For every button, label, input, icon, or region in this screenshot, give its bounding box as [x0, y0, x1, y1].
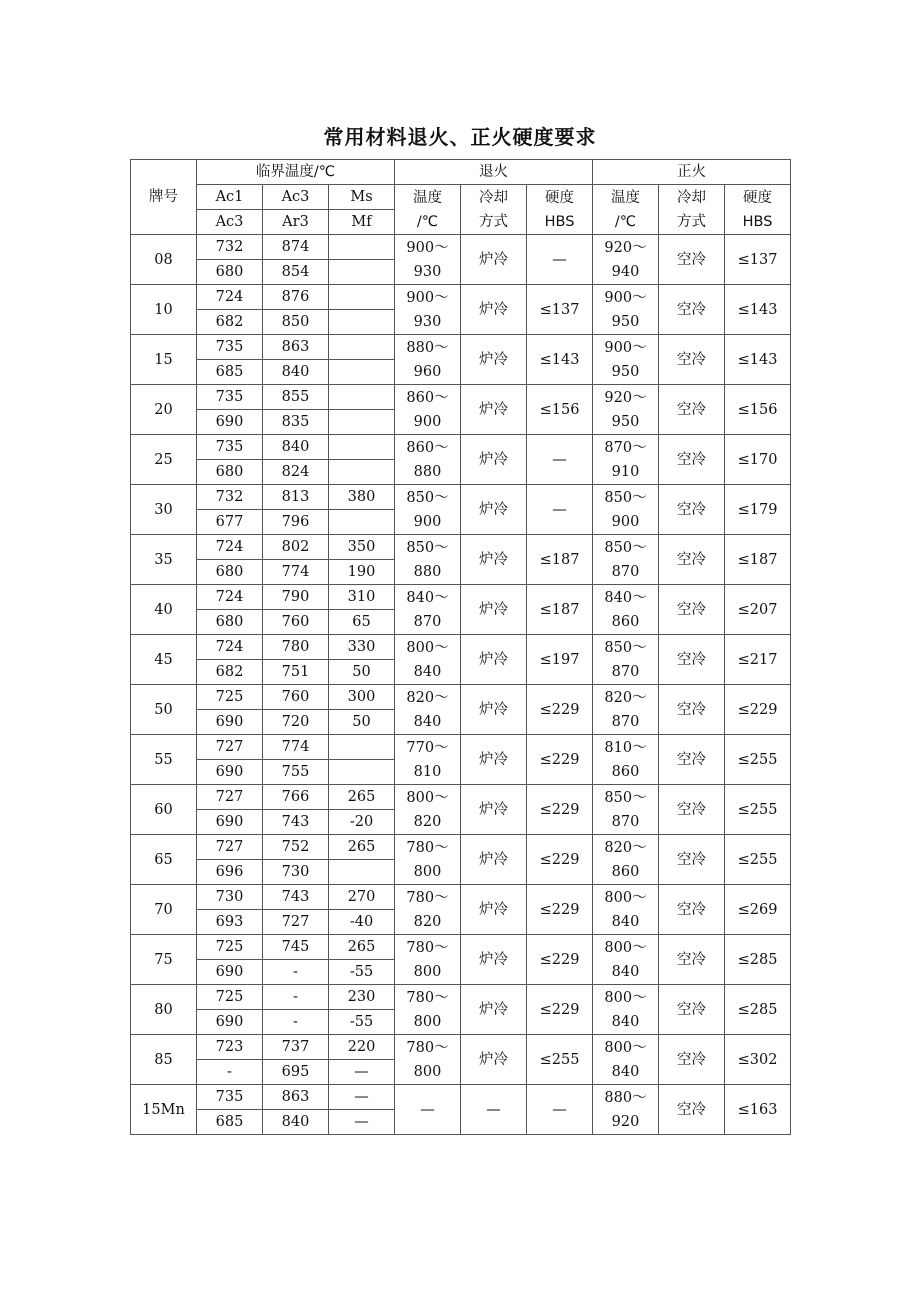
ac1-cell: 727 [197, 735, 263, 760]
mf-cell: -55 [329, 960, 395, 985]
ac3-cell: 737 [263, 1035, 329, 1060]
grade-cell: 55 [131, 735, 197, 785]
normal-temp-cell: 840～ 860 [593, 585, 659, 635]
mf-cell [329, 510, 395, 535]
anneal-temp-cell: 780～ 800 [395, 1035, 461, 1085]
ms-cell: 310 [329, 585, 395, 610]
mf-cell: — [329, 1110, 395, 1135]
hardness-table [130, 159, 791, 1135]
anneal-hardness-cell: ≤229 [527, 835, 593, 885]
ac1-cell: 725 [197, 935, 263, 960]
ar3-cell: 796 [263, 510, 329, 535]
table-row [131, 835, 791, 860]
ar3-cell: 824 [263, 460, 329, 485]
normal-cooling-cell: 空冷 [659, 835, 725, 885]
ac1-cell: 732 [197, 485, 263, 510]
anneal-cooling-cell: 炉冷 [461, 635, 527, 685]
header-normal-hardness: 硬度 HBS [725, 185, 791, 235]
normal-hardness-cell: ≤179 [725, 485, 791, 535]
mf-cell [329, 360, 395, 385]
normal-temp-cell: 900～ 950 [593, 335, 659, 385]
normal-temp-cell: 920～ 950 [593, 385, 659, 435]
ms-cell [329, 435, 395, 460]
mf-cell [329, 460, 395, 485]
grade-cell: 15 [131, 335, 197, 385]
normal-cooling-cell: 空冷 [659, 985, 725, 1035]
grade-cell: 35 [131, 535, 197, 585]
header-annealing: 退火 [395, 160, 593, 185]
normal-hardness-cell: ≤143 [725, 285, 791, 335]
normal-hardness-cell: ≤156 [725, 385, 791, 435]
normal-cooling-cell: 空冷 [659, 435, 725, 485]
ac3-lower-cell: 690 [197, 710, 263, 735]
anneal-hardness-cell: ≤255 [527, 1035, 593, 1085]
mf-cell: -20 [329, 810, 395, 835]
ac3-cell: 874 [263, 235, 329, 260]
ac3-lower-cell: 680 [197, 460, 263, 485]
ac1-cell: 735 [197, 385, 263, 410]
ac1-cell: 730 [197, 885, 263, 910]
anneal-cooling-cell: 炉冷 [461, 485, 527, 535]
anneal-hardness-cell: ≤187 [527, 585, 593, 635]
ac1-cell: 724 [197, 285, 263, 310]
ac1-cell: 735 [197, 435, 263, 460]
normal-hardness-cell: ≤285 [725, 935, 791, 985]
ac3-cell: 790 [263, 585, 329, 610]
ms-cell: — [329, 1085, 395, 1110]
mf-cell [329, 310, 395, 335]
ac3-lower-cell: 680 [197, 260, 263, 285]
normal-cooling-cell: 空冷 [659, 1085, 725, 1135]
normal-cooling-cell: 空冷 [659, 285, 725, 335]
page-title: 常用材料退火、正火硬度要求 [323, 125, 597, 149]
anneal-temp-cell: 880～ 960 [395, 335, 461, 385]
ar3-cell: 854 [263, 260, 329, 285]
normal-hardness-cell: ≤207 [725, 585, 791, 635]
normal-cooling-cell: 空冷 [659, 585, 725, 635]
ac1-cell: 724 [197, 535, 263, 560]
ac1-cell: 724 [197, 585, 263, 610]
anneal-temp-cell: 850～ 880 [395, 535, 461, 585]
ac3-cell: - [263, 985, 329, 1010]
ac3-cell: 863 [263, 1085, 329, 1110]
table-row [131, 585, 791, 610]
grade-cell: 10 [131, 285, 197, 335]
header-ar3: Ar3 [263, 210, 329, 235]
ms-cell [329, 285, 395, 310]
grade-cell: 30 [131, 485, 197, 535]
anneal-hardness-cell: — [527, 1085, 593, 1135]
header-critical-temp: 临界温度/℃ [197, 160, 395, 185]
anneal-temp-cell: 800～ 840 [395, 635, 461, 685]
ac3-lower-cell: - [197, 1060, 263, 1085]
ac3-cell: 752 [263, 835, 329, 860]
header-ac3: Ac3 [263, 185, 329, 210]
anneal-temp-cell: 800～ 820 [395, 785, 461, 835]
anneal-hardness-cell: ≤137 [527, 285, 593, 335]
ar3-cell: 850 [263, 310, 329, 335]
grade-cell: 85 [131, 1035, 197, 1085]
normal-temp-cell: 850～ 870 [593, 535, 659, 585]
ac1-cell: 732 [197, 235, 263, 260]
ac3-cell: 863 [263, 335, 329, 360]
grade-cell: 25 [131, 435, 197, 485]
anneal-temp-cell: 780～ 820 [395, 885, 461, 935]
table-row [131, 685, 791, 710]
ac3-cell: 876 [263, 285, 329, 310]
header-anneal-cooling: 冷却 方式 [461, 185, 527, 235]
normal-temp-cell: 800～ 840 [593, 985, 659, 1035]
header-anneal-hardness: 硬度 HBS [527, 185, 593, 235]
anneal-temp-cell: 780～ 800 [395, 935, 461, 985]
ac1-cell: 725 [197, 985, 263, 1010]
ac3-cell: 774 [263, 735, 329, 760]
anneal-temp-cell: 900～ 930 [395, 235, 461, 285]
table-row [131, 285, 791, 310]
anneal-cooling-cell: — [461, 1085, 527, 1135]
normal-cooling-cell: 空冷 [659, 885, 725, 935]
normal-temp-cell: 850～ 870 [593, 635, 659, 685]
anneal-temp-cell: 900～ 930 [395, 285, 461, 335]
table-row [131, 335, 791, 360]
header-ms: Ms [329, 185, 395, 210]
ms-cell [329, 235, 395, 260]
ar3-cell: 760 [263, 610, 329, 635]
table-row [131, 985, 791, 1010]
ar3-cell: 774 [263, 560, 329, 585]
grade-cell: 80 [131, 985, 197, 1035]
mf-cell [329, 260, 395, 285]
ac1-cell: 723 [197, 1035, 263, 1060]
ms-cell: 220 [329, 1035, 395, 1060]
normal-cooling-cell: 空冷 [659, 735, 725, 785]
anneal-hardness-cell: — [527, 485, 593, 535]
ms-cell: 380 [329, 485, 395, 510]
ac3-lower-cell: 690 [197, 810, 263, 835]
anneal-cooling-cell: 炉冷 [461, 585, 527, 635]
table-row [131, 1035, 791, 1060]
ac3-cell: 840 [263, 435, 329, 460]
normal-hardness-cell: ≤137 [725, 235, 791, 285]
ac3-lower-cell: 680 [197, 560, 263, 585]
header-grade: 牌号 [131, 160, 197, 235]
normal-temp-cell: 800～ 840 [593, 935, 659, 985]
ar3-cell: 835 [263, 410, 329, 435]
normal-temp-cell: 800～ 840 [593, 885, 659, 935]
table-row [131, 1085, 791, 1110]
grade-cell: 45 [131, 635, 197, 685]
ac3-lower-cell: 690 [197, 960, 263, 985]
grade-cell: 50 [131, 685, 197, 735]
grade-cell: 20 [131, 385, 197, 435]
ms-cell: 330 [329, 635, 395, 660]
ac1-cell: 735 [197, 335, 263, 360]
ar3-cell: 743 [263, 810, 329, 835]
ar3-cell: 730 [263, 860, 329, 885]
normal-cooling-cell: 空冷 [659, 785, 725, 835]
ac3-lower-cell: 685 [197, 360, 263, 385]
ar3-cell: - [263, 960, 329, 985]
ac3-lower-cell: 693 [197, 910, 263, 935]
ac3-cell: 766 [263, 785, 329, 810]
normal-hardness-cell: ≤302 [725, 1035, 791, 1085]
ac3-lower-cell: 685 [197, 1110, 263, 1135]
ac1-cell: 735 [197, 1085, 263, 1110]
normal-cooling-cell: 空冷 [659, 235, 725, 285]
mf-cell: -40 [329, 910, 395, 935]
anneal-cooling-cell: 炉冷 [461, 235, 527, 285]
anneal-hardness-cell: ≤229 [527, 735, 593, 785]
ar3-cell: 840 [263, 360, 329, 385]
grade-cell: 40 [131, 585, 197, 635]
normal-hardness-cell: ≤143 [725, 335, 791, 385]
anneal-temp-cell: — [395, 1085, 461, 1135]
table-row [131, 435, 791, 460]
ac3-cell: 760 [263, 685, 329, 710]
normal-hardness-cell: ≤255 [725, 785, 791, 835]
anneal-temp-cell: 820～ 840 [395, 685, 461, 735]
header-normal-temp: 温度 /℃ [593, 185, 659, 235]
normal-temp-cell: 810～ 860 [593, 735, 659, 785]
normal-temp-cell: 820～ 870 [593, 685, 659, 735]
normal-temp-cell: 920～ 940 [593, 235, 659, 285]
grade-cell: 70 [131, 885, 197, 935]
normal-cooling-cell: 空冷 [659, 385, 725, 435]
normal-hardness-cell: ≤187 [725, 535, 791, 585]
mf-cell [329, 760, 395, 785]
normal-hardness-cell: ≤163 [725, 1085, 791, 1135]
ms-cell: 265 [329, 835, 395, 860]
anneal-cooling-cell: 炉冷 [461, 335, 527, 385]
ac3-cell: 802 [263, 535, 329, 560]
mf-cell: 190 [329, 560, 395, 585]
ac3-cell: 745 [263, 935, 329, 960]
ac3-lower-cell: 690 [197, 1010, 263, 1035]
header-normal-cooling: 冷却 方式 [659, 185, 725, 235]
ms-cell: 230 [329, 985, 395, 1010]
anneal-hardness-cell: ≤156 [527, 385, 593, 435]
anneal-temp-cell: 860～ 900 [395, 385, 461, 435]
ac3-lower-cell: 682 [197, 660, 263, 685]
table-row [131, 785, 791, 810]
anneal-hardness-cell: ≤229 [527, 685, 593, 735]
header-ac1: Ac1 [197, 185, 263, 210]
grade-cell: 75 [131, 935, 197, 985]
anneal-temp-cell: 850～ 900 [395, 485, 461, 535]
ac1-cell: 725 [197, 685, 263, 710]
ac3-lower-cell: 680 [197, 610, 263, 635]
grade-cell: 60 [131, 785, 197, 835]
normal-temp-cell: 880～ 920 [593, 1085, 659, 1135]
ar3-cell: 695 [263, 1060, 329, 1085]
anneal-cooling-cell: 炉冷 [461, 785, 527, 835]
anneal-temp-cell: 780～ 800 [395, 835, 461, 885]
normal-temp-cell: 870～ 910 [593, 435, 659, 485]
normal-cooling-cell: 空冷 [659, 635, 725, 685]
normal-temp-cell: 900～ 950 [593, 285, 659, 335]
mf-cell [329, 410, 395, 435]
ac3-cell: 743 [263, 885, 329, 910]
normal-cooling-cell: 空冷 [659, 335, 725, 385]
ms-cell: 265 [329, 785, 395, 810]
anneal-hardness-cell: ≤229 [527, 985, 593, 1035]
anneal-hardness-cell: ≤197 [527, 635, 593, 685]
table-row [131, 635, 791, 660]
anneal-hardness-cell: ≤143 [527, 335, 593, 385]
ac3-lower-cell: 677 [197, 510, 263, 535]
ar3-cell: 751 [263, 660, 329, 685]
normal-hardness-cell: ≤269 [725, 885, 791, 935]
ar3-cell: 727 [263, 910, 329, 935]
anneal-temp-cell: 860～ 880 [395, 435, 461, 485]
table-row [131, 535, 791, 560]
ms-cell: 350 [329, 535, 395, 560]
header-mf: Mf [329, 210, 395, 235]
grade-cell: 15Mn [131, 1085, 197, 1135]
anneal-cooling-cell: 炉冷 [461, 835, 527, 885]
anneal-hardness-cell: — [527, 435, 593, 485]
anneal-hardness-cell: ≤187 [527, 535, 593, 585]
normal-cooling-cell: 空冷 [659, 535, 725, 585]
normal-temp-cell: 850～ 900 [593, 485, 659, 535]
table-row [131, 885, 791, 910]
mf-cell: 50 [329, 660, 395, 685]
anneal-cooling-cell: 炉冷 [461, 685, 527, 735]
normal-temp-cell: 800～ 840 [593, 1035, 659, 1085]
ms-cell: 270 [329, 885, 395, 910]
anneal-cooling-cell: 炉冷 [461, 385, 527, 435]
ac3-cell: 855 [263, 385, 329, 410]
anneal-cooling-cell: 炉冷 [461, 1035, 527, 1085]
ms-cell [329, 735, 395, 760]
ar3-cell: 755 [263, 760, 329, 785]
anneal-temp-cell: 770～ 810 [395, 735, 461, 785]
header-normalizing: 正火 [593, 160, 791, 185]
normal-cooling-cell: 空冷 [659, 685, 725, 735]
normal-hardness-cell: ≤255 [725, 735, 791, 785]
anneal-hardness-cell: ≤229 [527, 935, 593, 985]
normal-hardness-cell: ≤255 [725, 835, 791, 885]
anneal-cooling-cell: 炉冷 [461, 285, 527, 335]
mf-cell: 50 [329, 710, 395, 735]
normal-hardness-cell: ≤285 [725, 985, 791, 1035]
table-row [131, 385, 791, 410]
ms-cell: 265 [329, 935, 395, 960]
ms-cell [329, 385, 395, 410]
normal-temp-cell: 820～ 860 [593, 835, 659, 885]
ac3-lower-cell: 696 [197, 860, 263, 885]
table-row [131, 235, 791, 260]
anneal-cooling-cell: 炉冷 [461, 535, 527, 585]
anneal-cooling-cell: 炉冷 [461, 985, 527, 1035]
anneal-cooling-cell: 炉冷 [461, 435, 527, 485]
normal-hardness-cell: ≤229 [725, 685, 791, 735]
ac1-cell: 727 [197, 835, 263, 860]
table-body [131, 235, 791, 1135]
anneal-hardness-cell: — [527, 235, 593, 285]
ar3-cell: 840 [263, 1110, 329, 1135]
grade-cell: 08 [131, 235, 197, 285]
ms-cell [329, 335, 395, 360]
ac3-lower-cell: 690 [197, 760, 263, 785]
table-row [131, 735, 791, 760]
normal-cooling-cell: 空冷 [659, 485, 725, 535]
mf-cell [329, 860, 395, 885]
ar3-cell: - [263, 1010, 329, 1035]
normal-cooling-cell: 空冷 [659, 1035, 725, 1085]
anneal-hardness-cell: ≤229 [527, 885, 593, 935]
grade-cell: 65 [131, 835, 197, 885]
header-ac3-lower: Ac3 [197, 210, 263, 235]
ar3-cell: 720 [263, 710, 329, 735]
anneal-cooling-cell: 炉冷 [461, 935, 527, 985]
ac3-lower-cell: 682 [197, 310, 263, 335]
mf-cell: 65 [329, 610, 395, 635]
ac3-cell: 813 [263, 485, 329, 510]
normal-cooling-cell: 空冷 [659, 935, 725, 985]
ac1-cell: 724 [197, 635, 263, 660]
normal-temp-cell: 850～ 870 [593, 785, 659, 835]
mf-cell: — [329, 1060, 395, 1085]
ac1-cell: 727 [197, 785, 263, 810]
normal-hardness-cell: ≤217 [725, 635, 791, 685]
anneal-cooling-cell: 炉冷 [461, 885, 527, 935]
mf-cell: -55 [329, 1010, 395, 1035]
anneal-cooling-cell: 炉冷 [461, 735, 527, 785]
ac3-cell: 780 [263, 635, 329, 660]
table-row [131, 935, 791, 960]
ac3-lower-cell: 690 [197, 410, 263, 435]
anneal-temp-cell: 780～ 800 [395, 985, 461, 1035]
normal-hardness-cell: ≤170 [725, 435, 791, 485]
table-row [131, 485, 791, 510]
ms-cell: 300 [329, 685, 395, 710]
anneal-hardness-cell: ≤229 [527, 785, 593, 835]
anneal-temp-cell: 840～ 870 [395, 585, 461, 635]
header-anneal-temp: 温度 /℃ [395, 185, 461, 235]
